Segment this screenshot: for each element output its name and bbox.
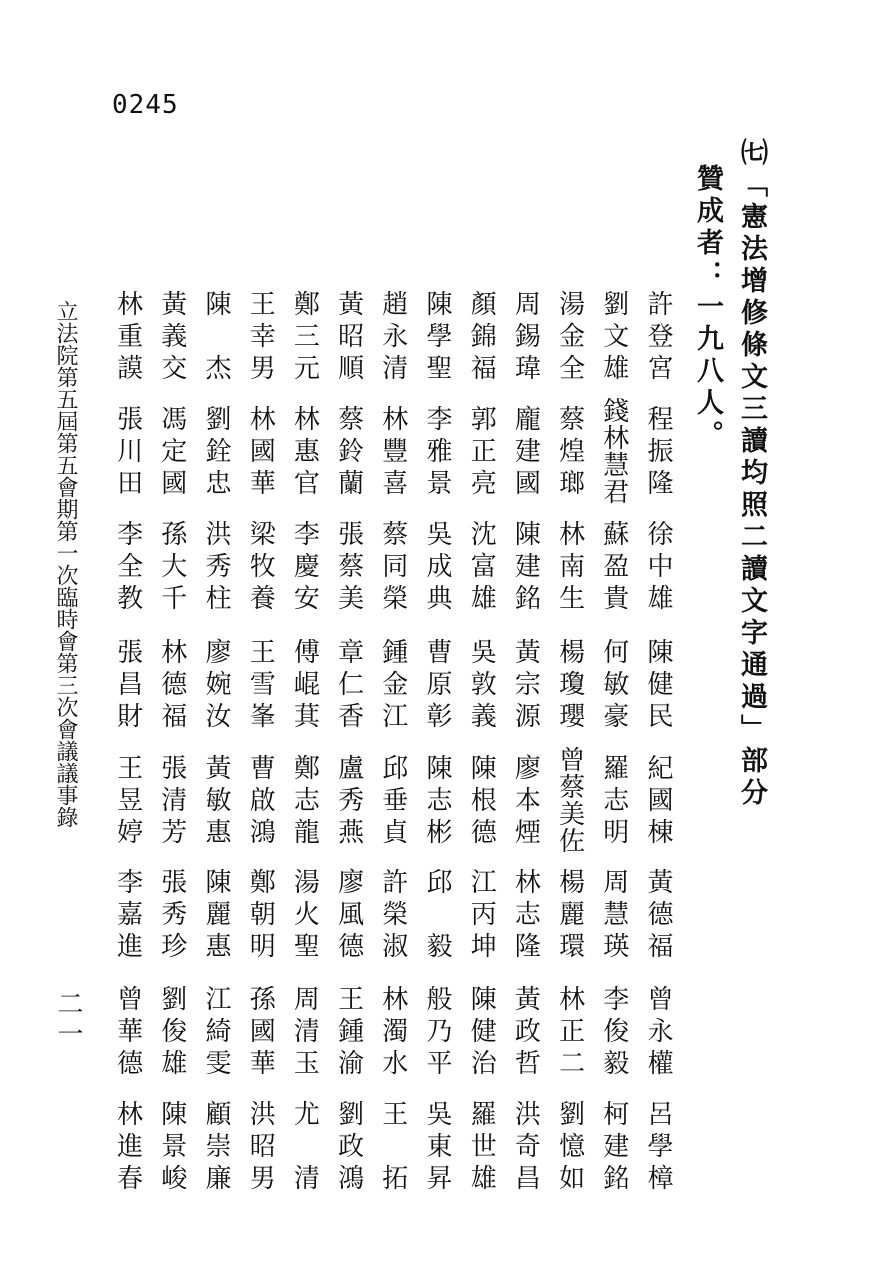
member-name: 陳 杰 [201, 290, 231, 386]
section-heading: ㈦「憲法增修條文三讀均照二讀文字通過」部分 [736, 138, 767, 810]
member-name: 陳學聖 [422, 290, 452, 386]
member-name: 林豐喜 [377, 405, 408, 501]
member-name: 李雅景 [422, 405, 452, 501]
member-name: 吳東昇 [422, 1100, 452, 1196]
member-name: 廖風德 [333, 868, 364, 964]
member-name: 張昌財 [112, 638, 143, 734]
member-name: 羅世雄 [466, 1100, 497, 1196]
member-name: 湯金全 [554, 290, 585, 386]
member-name: 周錫瑋 [510, 290, 541, 386]
member-name: 劉俊雄 [156, 985, 187, 1081]
member-name: 王 拓 [377, 1100, 408, 1196]
member-name: 周清玉 [289, 985, 320, 1081]
member-name: 江丙坤 [466, 868, 497, 964]
member-name: 黃昭順 [333, 290, 364, 386]
member-name: 洪昭男 [245, 1100, 276, 1196]
member-name: 黃政哲 [510, 985, 541, 1081]
member-name: 孫國華 [245, 985, 276, 1081]
member-name: 章仁香 [333, 638, 364, 734]
member-name: 曾華德 [112, 985, 143, 1081]
member-name: 林進春 [112, 1100, 143, 1196]
member-name: 林正二 [554, 985, 585, 1081]
member-name: 劉銓忠 [201, 405, 231, 501]
member-name: 邱 毅 [422, 868, 452, 964]
footer-title: 立法院第五屆第五會期第一次臨時會第三次會議議事錄 [53, 300, 78, 828]
member-name: 李慶安 [289, 520, 320, 616]
member-name: 曹啟鴻 [245, 754, 276, 850]
member-name: 黃義交 [156, 290, 187, 386]
member-name: 黃宗源 [510, 638, 541, 734]
member-name: 曾蔡美佐 [554, 746, 585, 854]
member-name: 林南生 [554, 520, 585, 616]
member-name: 羅志明 [598, 754, 629, 850]
member-name: 廖婉汝 [201, 638, 231, 734]
member-name: 蔡煌瑯 [554, 405, 585, 501]
member-name: 林國華 [245, 405, 276, 501]
member-name: 郭正亮 [466, 405, 497, 501]
member-name: 錢林慧君 [598, 397, 629, 505]
member-name: 尤 清 [289, 1100, 320, 1196]
member-name: 馮定國 [156, 405, 187, 501]
member-name: 鄭志龍 [289, 754, 320, 850]
member-name: 王昱婷 [112, 754, 143, 850]
member-name: 紀國棟 [643, 754, 673, 850]
member-name: 般乃平 [422, 985, 452, 1081]
member-name: 劉政鴻 [333, 1100, 364, 1196]
member-name: 陳建銘 [510, 520, 541, 616]
member-name: 許榮淑 [377, 868, 408, 964]
member-name: 李全教 [112, 520, 143, 616]
member-name: 林德福 [156, 638, 187, 734]
folio-number: 二一 [53, 990, 83, 1050]
member-name: 張秀珍 [156, 868, 187, 964]
member-name: 林濁水 [377, 985, 408, 1081]
member-name: 顧崇廉 [201, 1100, 231, 1196]
member-name: 蔡鈴蘭 [333, 405, 364, 501]
member-name: 趙永清 [377, 290, 408, 386]
page-number: 0245 [112, 90, 179, 120]
member-name: 陳景峻 [156, 1100, 187, 1196]
member-name: 邱垂貞 [377, 754, 408, 850]
member-name: 楊瓊瓔 [554, 638, 585, 734]
member-name: 林志隆 [510, 868, 541, 964]
member-name: 傅崐萁 [289, 638, 320, 734]
member-name: 吳敦義 [466, 638, 497, 734]
member-name: 洪奇昌 [510, 1100, 541, 1196]
member-name: 陳志彬 [422, 754, 452, 850]
member-name: 蔡同榮 [377, 520, 408, 616]
member-name: 孫大千 [156, 520, 187, 616]
member-name: 鄭朝明 [245, 868, 276, 964]
member-name: 洪秀柱 [201, 520, 231, 616]
member-name: 楊麗環 [554, 868, 585, 964]
member-name: 鄭三元 [289, 290, 320, 386]
member-name: 吳成典 [422, 520, 452, 616]
member-name: 李嘉進 [112, 868, 143, 964]
member-name: 周慧瑛 [598, 868, 629, 964]
member-name: 曹原彰 [422, 638, 452, 734]
member-name: 黃敏惠 [201, 754, 231, 850]
member-name: 劉文雄 [598, 290, 629, 386]
member-name: 張清芳 [156, 754, 187, 850]
member-name: 黃德福 [643, 868, 673, 964]
member-name: 柯建銘 [598, 1100, 629, 1196]
member-name: 林重謨 [112, 290, 143, 386]
member-name: 程振隆 [643, 405, 673, 501]
member-name: 陳健治 [466, 985, 497, 1081]
member-name: 蘇盈貴 [598, 520, 629, 616]
member-name: 王雪峯 [245, 638, 276, 734]
member-name: 湯火聖 [289, 868, 320, 964]
member-name: 何敏豪 [598, 638, 629, 734]
member-name: 王鍾渝 [333, 985, 364, 1081]
member-name: 陳根德 [466, 754, 497, 850]
member-name: 鍾金江 [377, 638, 408, 734]
member-name: 廖本煙 [510, 754, 541, 850]
member-name: 林惠官 [289, 405, 320, 501]
member-name: 張川田 [112, 405, 143, 501]
member-name: 江綺雯 [201, 985, 231, 1081]
member-name: 李俊毅 [598, 985, 629, 1081]
member-name: 徐中雄 [643, 520, 673, 616]
member-name: 許登宮 [643, 290, 673, 386]
member-name: 劉憶如 [554, 1100, 585, 1196]
member-name: 張蔡美 [333, 520, 364, 616]
member-name: 顏錦福 [466, 290, 497, 386]
member-name: 龐建國 [510, 405, 541, 501]
member-name: 陳健民 [643, 638, 673, 734]
member-name: 梁牧養 [245, 520, 276, 616]
member-name: 王幸男 [245, 290, 276, 386]
member-name: 沈富雄 [466, 520, 497, 616]
member-name: 陳麗惠 [201, 868, 231, 964]
member-name: 曾永權 [643, 985, 673, 1081]
vote-summary: 贊成者：一九八人。 [692, 164, 723, 452]
member-name: 盧秀燕 [333, 754, 364, 850]
member-name: 呂學樟 [643, 1100, 673, 1196]
